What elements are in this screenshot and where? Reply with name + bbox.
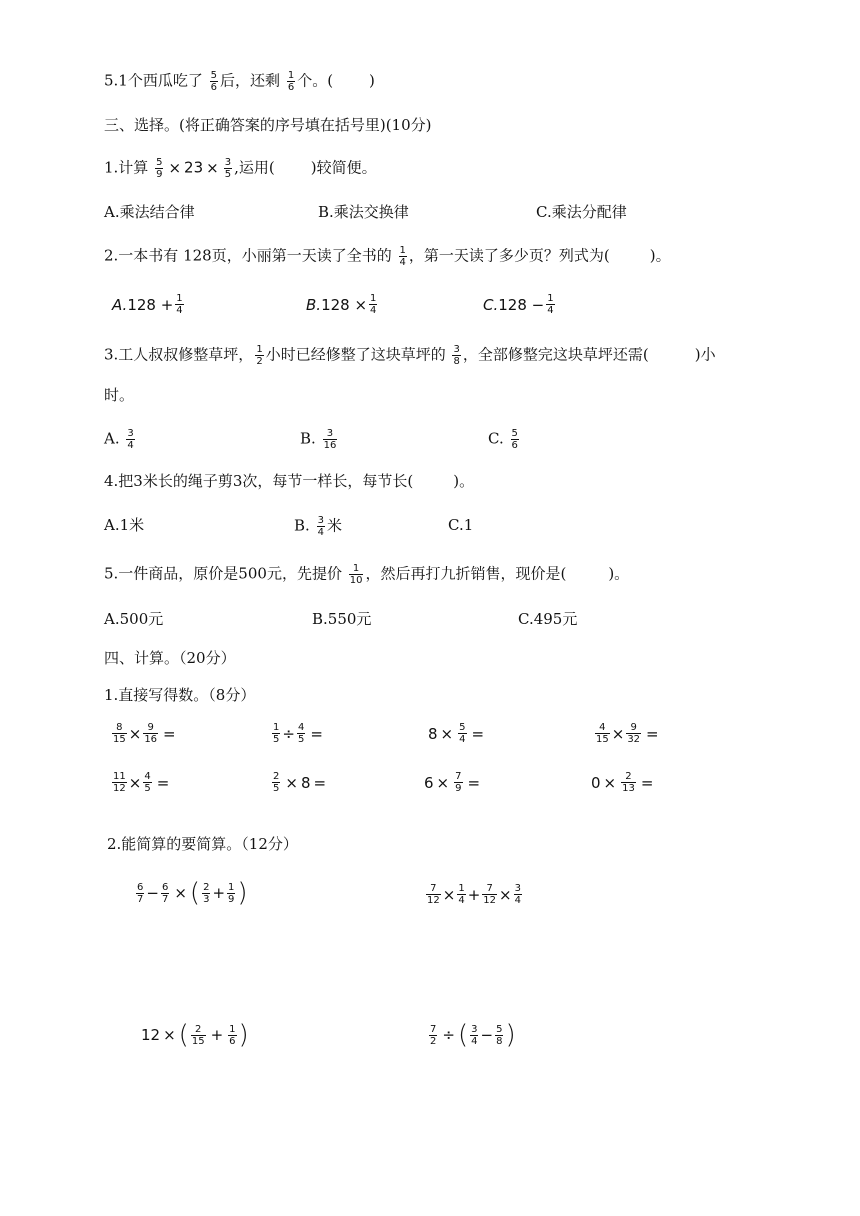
question-text: 后，还剩 <box>220 71 281 90</box>
denominator: 2 <box>430 1035 437 1047</box>
numerator: 3 <box>317 515 324 526</box>
option-a[interactable]: A.乘法结合律 <box>104 203 195 221</box>
denominator: 8 <box>453 356 460 367</box>
fraction <box>454 771 462 794</box>
fraction <box>495 1024 503 1047</box>
option-label: C. <box>488 429 504 448</box>
equals: = <box>310 724 323 743</box>
option-label: A. <box>112 295 128 314</box>
numerator: 1 <box>273 722 280 733</box>
denominator: 4 <box>399 257 406 268</box>
numerator: 7 <box>430 1023 437 1035</box>
option-c[interactable] <box>483 293 557 316</box>
fraction <box>621 771 636 794</box>
numerator: 1 <box>229 1023 236 1035</box>
fraction <box>626 722 641 745</box>
fraction <box>191 1024 206 1047</box>
denominator: 4 <box>459 734 466 745</box>
numerator: 5 <box>496 1023 503 1035</box>
fraction <box>399 245 407 268</box>
operator: × <box>442 885 456 904</box>
operator: × <box>206 158 219 177</box>
denominator: 3 <box>203 893 210 905</box>
choice-question-5 <box>104 563 629 586</box>
question-text: 5.一件商品，原价是500元，先提价 <box>104 564 342 583</box>
option-label: C. <box>483 295 499 314</box>
fraction <box>112 722 127 745</box>
fraction <box>202 882 210 905</box>
fraction <box>349 563 364 586</box>
option-label: B. <box>300 429 316 448</box>
fraction <box>126 428 134 451</box>
numerator: 1 <box>256 344 263 355</box>
fraction <box>595 722 610 745</box>
fraction <box>161 882 169 905</box>
judge-question-5 <box>104 70 375 93</box>
numerator: 9 <box>147 722 154 733</box>
denominator: 4 <box>317 527 324 538</box>
denominator: 9 <box>455 783 462 794</box>
direct-calc-item[interactable] <box>591 771 656 794</box>
expression: 128 − <box>498 295 545 314</box>
fraction <box>272 722 280 745</box>
numerator: 3 <box>224 157 232 168</box>
numerator: 2 <box>203 881 210 893</box>
question-text: 1.计算 <box>104 158 149 177</box>
fraction <box>143 722 158 745</box>
fraction <box>210 70 218 93</box>
numerator: 11 <box>113 771 126 782</box>
operator: × <box>174 884 187 902</box>
numerator: 5 <box>210 70 218 81</box>
parenthesis: ) <box>238 1020 249 1050</box>
question-text: ，全部修整完这块草坪还需( <box>462 345 649 364</box>
fraction <box>546 293 554 316</box>
fraction <box>514 883 522 906</box>
option-b[interactable] <box>306 293 379 316</box>
question-text: )。 <box>649 246 671 265</box>
fraction <box>287 70 295 93</box>
subsection-heading: 1.直接写得数。（8分） <box>104 686 256 704</box>
section-heading: 三、选择。(将正确答案的序号填在括号里)(10分) <box>104 116 432 134</box>
question-text: )小 <box>694 345 716 364</box>
denominator: 5 <box>273 783 280 794</box>
numerator: 3 <box>326 428 334 439</box>
denominator: 6 <box>229 1035 236 1047</box>
denominator: 5 <box>144 783 151 794</box>
number: 0 <box>591 773 601 792</box>
fraction <box>426 883 441 906</box>
question-text: 2.一本书有 128页，小丽第一天读了全书的 <box>104 246 392 265</box>
number: 6 <box>424 773 434 792</box>
numerator: 1 <box>370 293 377 304</box>
parenthesis: ( <box>189 878 201 908</box>
denominator: 6 <box>287 82 295 93</box>
fraction <box>112 771 127 794</box>
denominator: 15 <box>113 734 126 745</box>
denominator: 9 <box>156 169 163 180</box>
equals: = <box>467 773 481 792</box>
operator: × <box>128 773 142 792</box>
operator: × <box>436 773 450 792</box>
denominator: 4 <box>127 440 134 451</box>
denominator: 7 <box>161 893 169 905</box>
operator: + <box>210 1026 224 1044</box>
option-a[interactable]: A.1米 <box>104 516 145 534</box>
numerator: 3 <box>453 344 460 355</box>
denominator: 5 <box>224 169 232 180</box>
numerator: 9 <box>630 722 637 733</box>
numerator: 7 <box>486 883 493 894</box>
numerator: 4 <box>144 771 151 782</box>
parenthesis: ) <box>237 878 248 908</box>
option-c[interactable]: C.1 <box>448 516 474 534</box>
option-a[interactable]: A.500元 <box>104 610 164 628</box>
question-text: ，然后再打九折销售，现价是( <box>365 564 567 583</box>
denominator: 6 <box>511 440 518 451</box>
operator: ÷ <box>442 1026 455 1044</box>
section-heading: 四、计算。（20分） <box>104 649 236 667</box>
simplify-expression-1[interactable] <box>134 880 248 906</box>
option-c[interactable]: C.495元 <box>518 610 578 628</box>
direct-calc-item[interactable] <box>593 722 662 745</box>
option-label: B. <box>294 516 310 535</box>
fraction <box>143 771 151 794</box>
operator: − <box>480 1026 494 1044</box>
denominator: 4 <box>514 895 521 906</box>
option-b[interactable]: B.乘法交换律 <box>318 203 409 221</box>
fraction <box>452 344 460 367</box>
number: 23 <box>184 158 204 177</box>
equals: = <box>471 724 485 743</box>
denominator: 16 <box>144 734 158 745</box>
denominator: 16 <box>323 440 337 451</box>
fraction <box>482 883 497 906</box>
denominator: 10 <box>349 575 363 586</box>
direct-calc-item[interactable] <box>270 722 326 745</box>
denominator: 4 <box>176 305 183 316</box>
direct-calc-item[interactable] <box>424 771 483 794</box>
choice-question-2 <box>104 245 671 268</box>
simplify-expression-3[interactable] <box>141 1022 249 1048</box>
operator: + <box>212 884 226 902</box>
fraction <box>155 157 163 180</box>
denominator: 6 <box>210 82 218 93</box>
denominator: 8 <box>496 1035 503 1047</box>
denominator: 32 <box>627 734 641 745</box>
numerator: 1 <box>176 293 183 304</box>
question-text: 5.1个西瓜吃了 <box>104 71 203 90</box>
numerator: 3 <box>127 428 134 439</box>
denominator: 9 <box>228 893 235 905</box>
fraction <box>458 722 466 745</box>
option-b[interactable]: B.550元 <box>312 610 372 628</box>
denominator: 4 <box>370 305 377 316</box>
option-a[interactable] <box>104 428 137 451</box>
option-label: B. <box>306 295 322 314</box>
fraction <box>228 1024 236 1047</box>
numerator: 4 <box>599 722 606 733</box>
option-c[interactable]: C.乘法分配律 <box>536 203 627 221</box>
numerator: 1 <box>287 70 295 81</box>
operator: ÷ <box>282 724 295 743</box>
numerator: 2 <box>195 1023 202 1035</box>
parenthesis: ) <box>505 1020 516 1050</box>
fraction <box>470 1024 478 1047</box>
question-text: ，第一天读了多少页？列式为( <box>408 246 610 265</box>
choice-question-3 <box>104 344 716 367</box>
fraction <box>255 344 263 367</box>
operator: × <box>285 773 298 792</box>
equals: = <box>156 773 170 792</box>
numerator: 5 <box>511 428 518 439</box>
numerator: 1 <box>458 883 465 894</box>
question-text: )较简便。 <box>310 158 377 177</box>
operator: × <box>168 158 182 177</box>
denominator: 4 <box>458 895 465 906</box>
parenthesis: ( <box>178 1020 189 1050</box>
fraction <box>227 882 235 905</box>
numerator: 8 <box>116 722 123 733</box>
numerator: 1 <box>547 293 554 304</box>
direct-calc-item[interactable] <box>110 771 172 794</box>
fraction <box>457 883 465 906</box>
fraction <box>297 722 305 745</box>
fraction <box>511 428 519 451</box>
operator: + <box>467 885 481 904</box>
paren-close: ) <box>369 71 375 90</box>
denominator: 4 <box>547 305 554 316</box>
fraction <box>317 515 325 538</box>
numerator: 2 <box>273 771 280 782</box>
operator: × <box>611 724 625 743</box>
numerator: 1 <box>399 245 406 256</box>
simplify-expression-2[interactable] <box>424 883 524 906</box>
operator: × <box>163 1026 176 1044</box>
question-text: 小时已经修整了这块草坪的 <box>265 345 446 364</box>
fraction <box>272 771 280 794</box>
numerator: 3 <box>471 1023 478 1035</box>
operator: × <box>603 773 617 792</box>
numerator: 4 <box>297 722 305 733</box>
numerator: 3 <box>514 883 521 894</box>
option-label: A. <box>104 429 120 448</box>
operator: × <box>440 724 454 743</box>
direct-calc-item[interactable] <box>270 771 329 794</box>
numerator: 6 <box>137 881 144 893</box>
operator: − <box>146 884 159 902</box>
expression: 128 × <box>321 295 368 314</box>
question-text: 个。( <box>297 71 334 90</box>
denominator: 4 <box>471 1035 478 1047</box>
equals: = <box>163 724 176 743</box>
direct-calc-item[interactable] <box>428 722 487 745</box>
denominator: 12 <box>113 783 126 794</box>
operator: × <box>499 885 512 904</box>
equals: = <box>646 724 659 743</box>
numerator: 7 <box>455 771 462 782</box>
unit: 米 <box>326 516 342 535</box>
numerator: 6 <box>161 881 169 893</box>
choice-question-1 <box>104 157 377 180</box>
parenthesis: ( <box>457 1020 469 1050</box>
subsection-heading: 2.能简算的要简算。（12分） <box>107 835 298 853</box>
question-text: 3.工人叔叔修整草坪， <box>104 345 254 364</box>
equals: = <box>313 773 327 792</box>
question-text: )。 <box>453 472 475 490</box>
numerator: 5 <box>459 722 466 733</box>
fraction <box>175 293 183 316</box>
fraction <box>136 882 144 905</box>
denominator: 7 <box>137 893 144 905</box>
denominator: 5 <box>297 734 305 745</box>
option-b[interactable] <box>300 428 339 451</box>
denominator: 12 <box>483 895 496 906</box>
numerator: 1 <box>228 881 235 893</box>
number: 8 <box>428 724 438 743</box>
number: 8 <box>300 773 311 792</box>
question-text: )。 <box>608 564 630 583</box>
numerator: 5 <box>156 157 163 168</box>
choice-question-4 <box>104 471 474 491</box>
option-a[interactable] <box>112 293 186 316</box>
question-text: 4.把3米长的绳子剪3次，每节一样长，每节长( <box>104 472 414 490</box>
expression: 128 + <box>127 295 174 314</box>
denominator: 15 <box>191 1035 205 1047</box>
denominator: 13 <box>622 783 635 794</box>
fraction <box>369 293 377 316</box>
number: 12 <box>141 1026 161 1044</box>
operator: × <box>128 724 142 743</box>
option-c[interactable] <box>488 428 521 451</box>
denominator: 5 <box>273 734 280 745</box>
option-b[interactable] <box>294 515 342 538</box>
numerator: 1 <box>352 563 360 574</box>
question-text-continued: 时。 <box>104 386 135 404</box>
fraction <box>224 157 232 180</box>
denominator: 12 <box>427 895 440 906</box>
question-text: ,运用( <box>234 158 275 177</box>
equals: = <box>640 773 654 792</box>
numerator: 2 <box>625 771 632 782</box>
direct-calc-item[interactable] <box>110 722 179 745</box>
simplify-expression-4[interactable] <box>427 1022 516 1048</box>
fraction <box>429 1024 437 1047</box>
fraction <box>323 428 338 451</box>
denominator: 15 <box>596 734 609 745</box>
denominator: 2 <box>256 356 263 367</box>
numerator: 7 <box>430 883 437 894</box>
